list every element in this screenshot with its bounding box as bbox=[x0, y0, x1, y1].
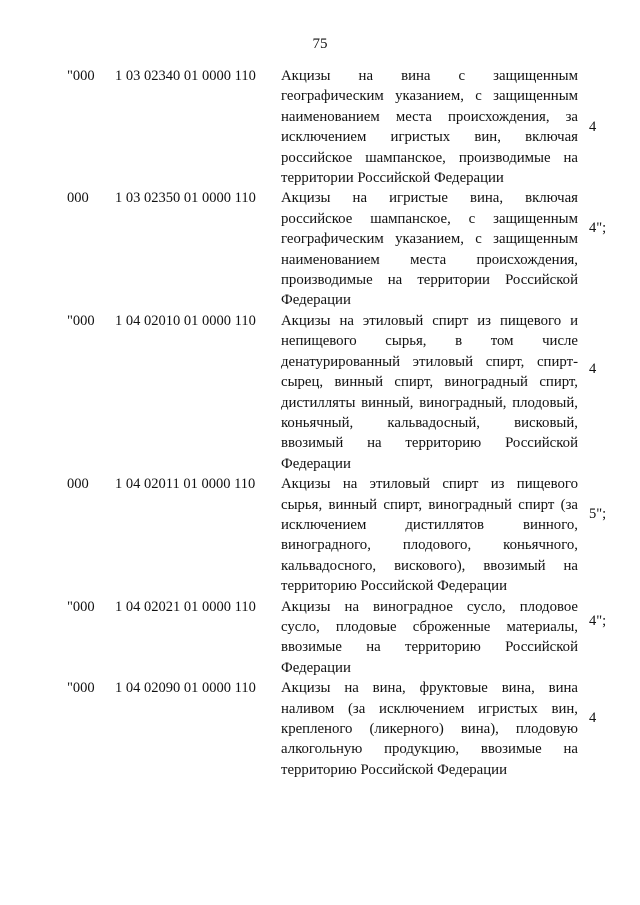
budget-classification-code: 1 03 02350 01 0000 110 bbox=[115, 190, 256, 207]
norm-value: 4"; bbox=[589, 220, 607, 237]
income-description: Акцизы на виноградное сусло, плодовое сусло, плодовые сброженные материалы, ввозимые на территорию Российской Федерации bbox=[281, 598, 578, 676]
income-description: Акцизы на вина, фруктовые вина, вина наливом (за исключением игристых вин, крепленого (ликерного) вина), плодовую алкогольную продукцию, ввозимые на территорию Российской Федерации bbox=[281, 680, 578, 778]
norm-value: 4"; bbox=[589, 612, 607, 629]
admin-code: "000 bbox=[67, 680, 95, 697]
income-description: Акцизы на вина с защищенным географическим указанием, с защищенным наименованием места происхождения, за исключением игристых вин, включая российское шампанское, производимые на территории Российской Федерации bbox=[281, 68, 578, 187]
admin-code: 000 bbox=[67, 476, 89, 493]
norm-value: 4 bbox=[589, 119, 597, 135]
admin-code: 000 bbox=[67, 190, 89, 207]
table-row bbox=[0, 188, 640, 310]
page-number: 75 bbox=[312, 36, 328, 52]
norm-value: 4 bbox=[589, 710, 597, 727]
table-row bbox=[0, 474, 640, 596]
table-row bbox=[0, 66, 640, 188]
admin-code: "000 bbox=[67, 598, 95, 615]
admin-code: "000 bbox=[67, 312, 95, 329]
budget-classification-code: 1 04 02090 01 0000 110 bbox=[115, 680, 256, 697]
budget-classification-code: 1 04 02011 01 0000 110 bbox=[115, 476, 256, 493]
admin-code: "000 bbox=[67, 68, 95, 84]
classification-table bbox=[0, 66, 640, 780]
norm-value: 4 bbox=[589, 360, 597, 377]
table-row bbox=[0, 311, 640, 474]
income-description: Акцизы на этиловый спирт из пищевого сырья, винный спирт, виноградный спирт (за исключением дистиллятов винного, виноградного, плодового, коньячного, кальвадосного, вискового), ввозимый на территорию Российской Федерации bbox=[281, 476, 578, 595]
budget-classification-code: 1 04 02010 01 0000 110 bbox=[115, 312, 256, 329]
income-description: Акцизы на игристые вина, включая российское шампанское, с защищенным географическим указанием, с защищенным наименованием места происхождения, производимые на территории Российской Федерации bbox=[281, 190, 578, 309]
budget-classification-code: 1 03 02340 01 0000 110 bbox=[115, 68, 256, 84]
table-row bbox=[0, 678, 640, 780]
table-row bbox=[0, 597, 640, 679]
norm-value: 5"; bbox=[589, 506, 607, 523]
income-description: Акцизы на этиловый спирт из пищевого и непищевого сырья, в том числе денатурированный этиловый спирт, спирт-сырец, винный спирт, виноградный спирт, дистилляты винный, виноградный, плодовый, коньячный, кальвадосный, висковый, ввозимый на территорию Российской Федерации bbox=[281, 312, 578, 472]
budget-classification-code: 1 04 02021 01 0000 110 bbox=[115, 598, 256, 615]
